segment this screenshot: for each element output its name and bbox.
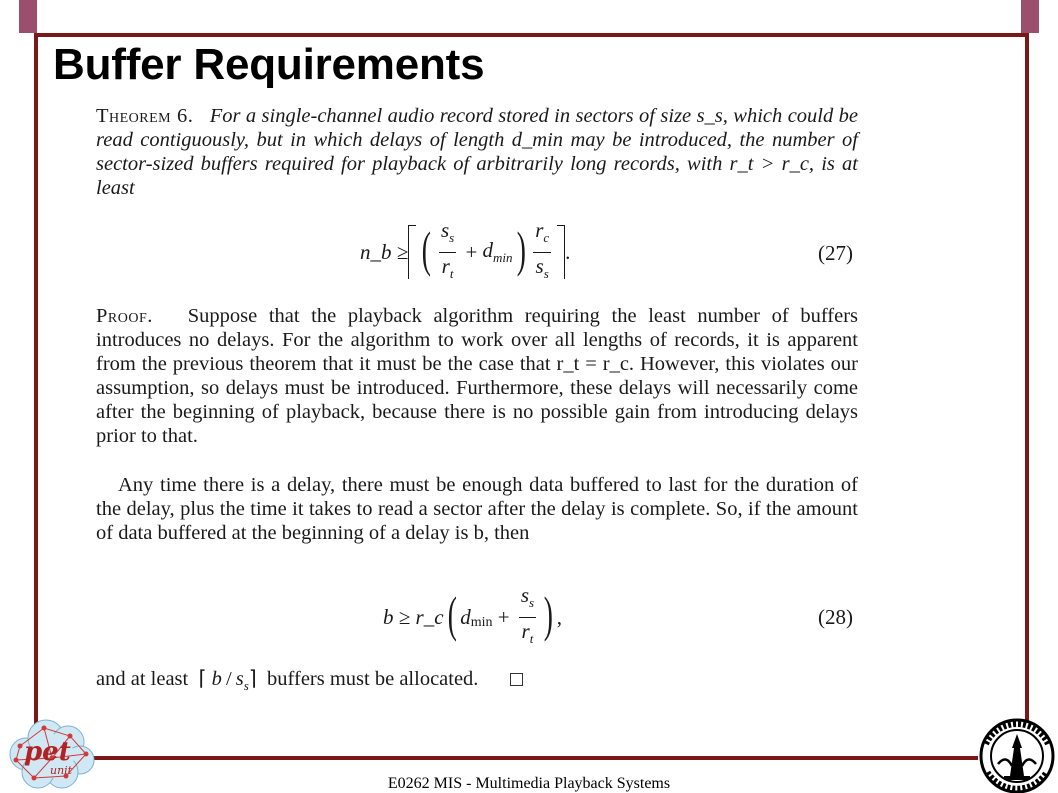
frame-top-border xyxy=(34,33,1029,37)
delay-paragraph-text: Any time there is a delay, there must be enough data buffered to last for the duration of the delay, plus the time it takes to read a sector after the delay is complete. So, if the amount of data buffered at the beginning of a delay is b, then xyxy=(96,474,858,544)
equation-27: n_b ≥ ( $\frac{s_s}{r_t}$ + $d_{min}$ ) $\frac{r_c}{s_s}$ . xyxy=(360,222,570,282)
fraction-ss-over-rt: $\frac{s_s}{r_t}$ xyxy=(520,583,535,646)
svg-text:unit: unit xyxy=(50,764,73,777)
footer-course-title: E0262 MIS - Multimedia Playback Systems xyxy=(387,775,671,792)
theorem-label: Theorem 6. xyxy=(96,105,194,127)
frame-bottom-border xyxy=(34,756,978,760)
closing-text-before: and at least xyxy=(96,668,189,690)
ceiling-b-over-ss: ⌈ b / $s_s⌉$ xyxy=(193,668,262,694)
frame-right-border xyxy=(1025,33,1029,760)
slide-title: Buffer Requirements xyxy=(53,40,485,89)
equation-28-lhs: b ≥ r_c xyxy=(383,604,444,629)
equation-28: b ≥ r_c ( d min + $\frac{s_s}{r_t}$ ) , xyxy=(383,587,562,647)
theorem-paragraph xyxy=(96,104,858,200)
left-paren: ( xyxy=(447,586,457,642)
proof-paragraph xyxy=(96,304,858,448)
proof-label: Proof. xyxy=(96,305,153,327)
qed-square-icon xyxy=(510,673,523,686)
equation-27-number: (27) xyxy=(818,241,853,265)
fraction-rc-over-ss: $\frac{r_c}{s_s}$ xyxy=(535,218,550,281)
frame-left-border xyxy=(34,33,38,760)
fraction-ss-over-rt: $\frac{s_s}{r_t}$ xyxy=(440,218,455,281)
theorem-text: For a single-channel audio record stored in sectors of size s_s, which could be read contiguously, but in which delays of length d_min may be introduced, the number of sector-sized buffers required for playback of arbitrarily long records, with r_t > r_c, is at least xyxy=(96,105,859,199)
ceiling-left-bracket xyxy=(408,225,416,279)
corner-accent-left xyxy=(19,0,37,33)
corner-accent-right xyxy=(1021,0,1039,33)
ceiling-right-bracket xyxy=(557,225,565,279)
left-paren: ( xyxy=(422,221,432,277)
equation-27-lhs: n_b ≥ xyxy=(360,239,409,264)
right-paren: ) xyxy=(543,586,553,642)
equation-28-number: (28) xyxy=(818,605,853,629)
closing-text-after: buffers must be allocated. xyxy=(267,668,479,690)
delay-paragraph xyxy=(96,473,858,545)
svg-text:pet: pet xyxy=(24,737,71,767)
closing-line xyxy=(96,667,523,698)
right-paren: ) xyxy=(516,221,526,277)
proof-text: Suppose that the playback algorithm requiring the least number of buffers introduces no delays. For the algorithm to work over all lengths of records, it is apparent from the previous theorem that it must be the case that r_t = r_c. However, this violates our assumption, so delays must be introduced. Furthermore, these delays will necessarily come after the beginning of playback, because there is no possible gain from introducing delays prior to that. xyxy=(96,305,859,447)
